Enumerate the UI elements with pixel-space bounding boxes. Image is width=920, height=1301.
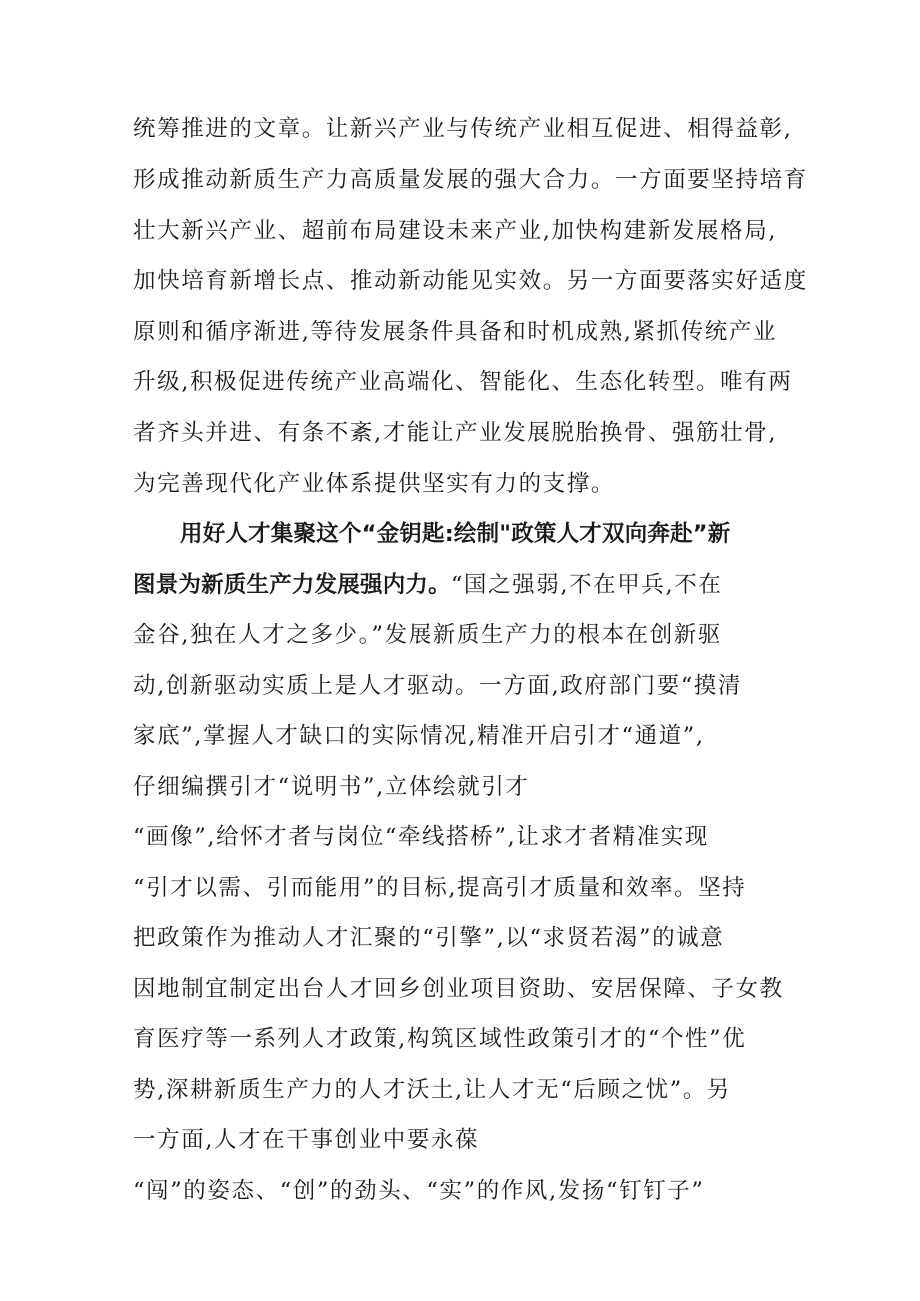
quote-text: “国之强弱,不在甲兵,不在 xyxy=(450,572,723,598)
text-line: 原则和循序渐进,等待发展条件具备和时机成熟,紧抓传统产业 xyxy=(133,319,778,345)
text-line: 势,深耕新质生产力的人才沃土,让人才无“后顾之忧”。另 xyxy=(133,1077,732,1103)
text-line: “画像”,给怀才者与岗位“牵线搭桥”,让求才者精准实现 xyxy=(133,824,710,850)
text-line: 加快培育新增长点、推动新动能见实效。另一方面要落实好适度 xyxy=(133,268,808,294)
section-heading: 用好人才集聚这个“金钥匙:绘制"政策人才双向奔赴”新 xyxy=(180,521,731,547)
text-line: 一方面,人才在干事创业中要永葆 xyxy=(133,1127,480,1153)
text-line: 者齐头并进、有条不紊,才能让产业发展脱胎换骨、强筋壮骨, xyxy=(133,420,778,446)
text-line: “闯”的姿态、“创”的劲头、“实”的作风,发扬“钉钉子” xyxy=(133,1178,705,1204)
text-line: 因地制宜制定出台人才回乡创业项目资助、安居保障、子女教 xyxy=(133,976,784,1002)
text-line: 壮大新兴产业、超前布局建设未来产业,加快构建新发展格局, xyxy=(133,218,778,244)
text-line: 升级,积极促进传统产业高端化、智能化、生态化转型。唯有两 xyxy=(133,369,793,395)
text-line: 动,创新驱动实质上是人才驱动。一方面,政府部门要“摸清 xyxy=(133,673,743,699)
text-line: 把政策作为推动人才汇聚的“引擎”,以“求贤若渴”的诚意 xyxy=(133,925,725,951)
text-line: 金谷,独在人才之多少。”发展新质生产力的根本在创新驱 xyxy=(133,622,723,648)
text-line: 家底”,掌握人才缺口的实际情况,精准开启引才“通道”, xyxy=(133,723,705,749)
text-line: 育医疗等一系列人才政策,构筑区域性政策引才的“个性”优 xyxy=(133,1026,747,1052)
text-line: 为完善现代化产业体系提供坚实有力的支撑。 xyxy=(133,471,616,497)
text-line: 统筹推进的文章。让新兴产业与传统产业相互促进、相得益彰, xyxy=(133,116,793,142)
text-line: 形成推动新质生产力高质量发展的强大合力。一方面要坚持培育 xyxy=(133,167,808,193)
text-line: 仔细编撰引才“说明书”,立体绘就引才 xyxy=(133,774,530,800)
text-line xyxy=(133,570,722,600)
text-line: “引才以需、引而能用”的目标,提高引才质量和效率。坚持 xyxy=(133,875,747,901)
section-heading-continued: 图景为新质生产力发展强内力。 xyxy=(133,572,451,598)
